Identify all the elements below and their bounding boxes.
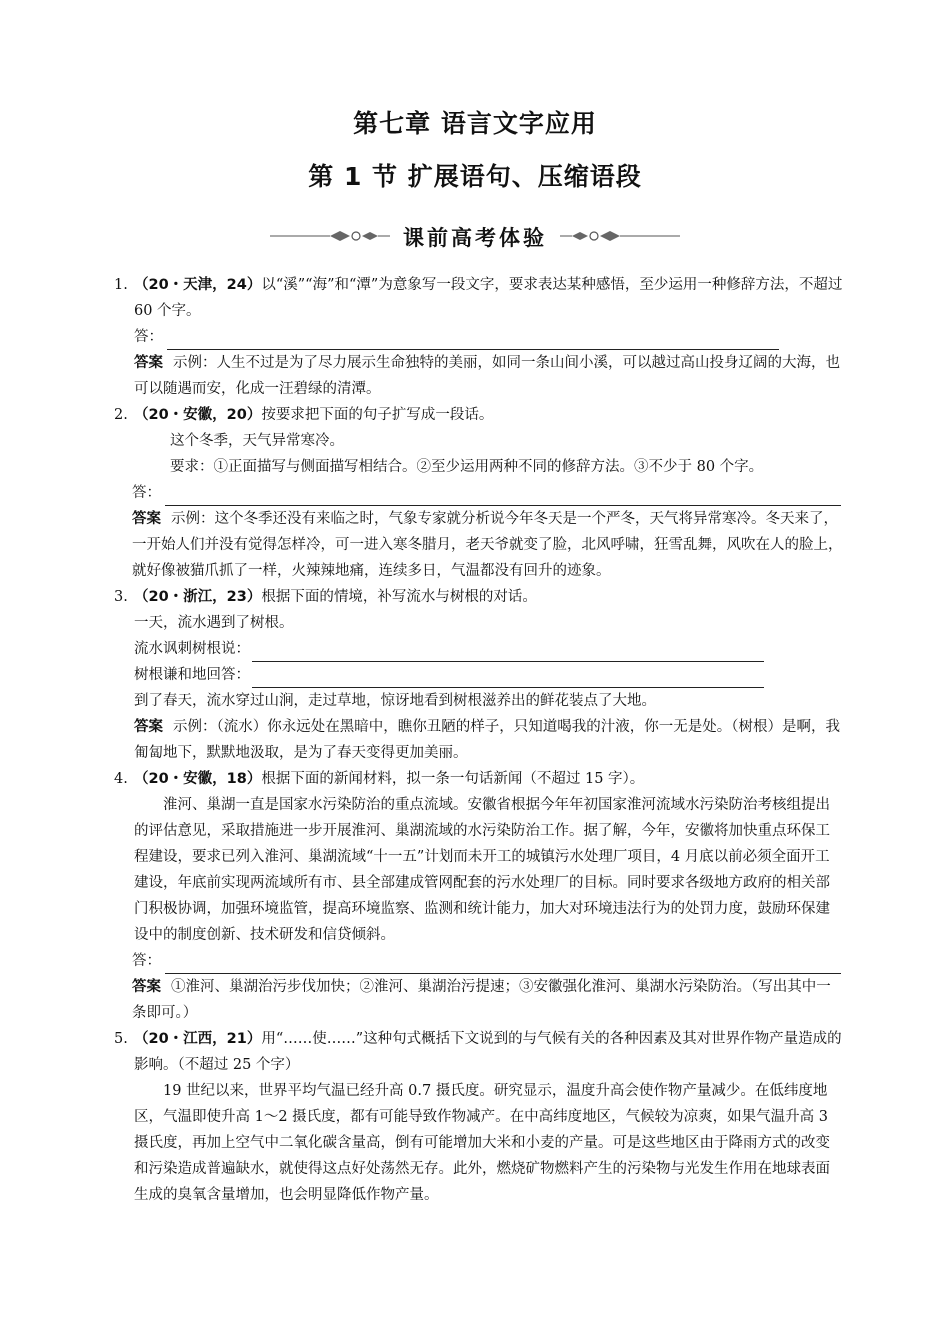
question-source: （20・江西，21） bbox=[134, 1031, 262, 1047]
question-number: 2. bbox=[114, 407, 128, 423]
question-source: （20・安徽，18） bbox=[134, 771, 262, 787]
dialogue-ending: 到了春天，流水穿过山涧，走过草地，惊讶地看到树根滋养出的鲜花装点了大地。 bbox=[134, 693, 656, 709]
answer-blank[interactable] bbox=[165, 488, 841, 506]
dialogue-speaker: 树根谦和地回答： bbox=[134, 667, 250, 683]
question-3 bbox=[114, 584, 844, 610]
answer-label: 答案 bbox=[134, 719, 163, 735]
question-1 bbox=[114, 272, 844, 324]
answer-label: 答案 bbox=[132, 979, 161, 995]
answer-block bbox=[114, 350, 844, 402]
answer-text: 示例：这个冬季还没有来临之时，气象专家就分析说今年冬天是一个严冬，天气将异常寒冷。冬天来了，一开始人们并没有觉得怎样冷，可一进入寒冬腊月，老天爷就变了脸，北风呼啸，狂雪乱舞，风吹在人的脸上，就好像被猫爪抓了一样，火辣辣地痛，连续多日，气温都没有回升的迹象。 bbox=[132, 511, 843, 579]
answer-block bbox=[114, 506, 844, 584]
question-prompt: 用“……使……”这种句式概括下文说到的与气候有关的各种因素及其对世界作物产量造成的影响。（不超过 25 个字） bbox=[134, 1031, 842, 1073]
dialogue-speaker: 流水讽刺树根说： bbox=[134, 641, 250, 657]
answer-prompt: 答： bbox=[132, 953, 161, 969]
answer-blank[interactable] bbox=[167, 332, 779, 350]
question-prompt: 根据下面的情境，补写流水与树根的对话。 bbox=[261, 589, 537, 605]
question-source: （20・浙江，23） bbox=[134, 589, 262, 605]
question-source: （20・天津，24） bbox=[134, 277, 262, 293]
answer-text: 示例：人生不过是为了尽力展示生命独特的美丽，如同一条山间小溪，可以越过高山投身辽阔的大海，也可以随遇而安，化成一汪碧绿的清潭。 bbox=[134, 355, 840, 397]
question-number: 3. bbox=[114, 589, 128, 605]
answer-prompt: 答： bbox=[134, 329, 163, 345]
question-number: 1. bbox=[114, 277, 128, 293]
news-material: 淮河、巢湖一直是国家水污染防治的重点流域。安徽省根据今年年初国家淮河流域水污染防治考核组提出的评估意见，采取措施进一步开展淮河、巢湖流域的水污染防治工作。据了解，今年，安徽将加快重点环保工程建设，要求已列入淮河、巢湖流域“十一五”计划而未开工的城镇污水处理厂项目，4 月底以前必须全面开工建设，年底前实现两流域所有市、县全部建成管网配套的污水处理厂的目标。同时要求各级地方政府的相关部门积极协调，加强环境监管，提高环境监察、监测和统计能力，加大对环境违法行为的处罚力度，鼓励环保建设中的制度创新、技术研发和信贷倾斜。 bbox=[134, 797, 830, 943]
question-number: 4. bbox=[114, 771, 128, 787]
question-sentence: 这个冬季，天气异常寒冷。 bbox=[170, 433, 344, 449]
question-4 bbox=[114, 766, 844, 792]
answer-block bbox=[114, 714, 844, 766]
answer-blank[interactable] bbox=[165, 956, 841, 974]
answer-line bbox=[114, 480, 844, 506]
dialogue-line-water bbox=[114, 636, 844, 662]
question-2 bbox=[114, 402, 844, 428]
question-source: （20・安徽，20） bbox=[134, 407, 262, 423]
section-title: 第 1 节 扩展语句、压缩语段 bbox=[308, 162, 642, 191]
banner-title: 课前高考体验 bbox=[403, 226, 547, 250]
answer-text: 示例：（流水）你永远处在黑暗中，瞧你丑陋的样子，只知道喝我的汁液，你一无是处。（树根）是啊，我匍匐地下，默默地汲取，是为了春天变得更加美丽。 bbox=[134, 719, 840, 761]
question-number: 5. bbox=[114, 1031, 128, 1047]
answer-text: ①淮河、巢湖治污步伐加快；②淮河、巢湖治污提速；③安徽强化淮河、巢湖水污染防治。（写出其中一条即可。） bbox=[132, 979, 831, 1021]
question-requirement: 要求：①正面描写与侧面描写相结合。②至少运用两种不同的修辞方法。③不少于 80 个字。 bbox=[170, 459, 764, 475]
answer-block bbox=[114, 974, 844, 1026]
chapter-title: 第七章 语言文字应用 bbox=[353, 109, 597, 138]
questions-content bbox=[114, 272, 844, 1208]
answer-prompt: 答： bbox=[132, 485, 161, 501]
answer-label: 答案 bbox=[132, 511, 161, 527]
answer-label: 答案 bbox=[134, 355, 163, 371]
answer-line bbox=[114, 948, 844, 974]
question-prompt: 按要求把下面的句子扩写成一段话。 bbox=[261, 407, 494, 423]
dialogue-intro: 一天，流水遇到了树根。 bbox=[134, 615, 294, 631]
question-5 bbox=[114, 1026, 844, 1078]
climate-material: 19 世纪以来，世界平均气温已经升高 0.7 摄氏度。研究显示，温度升高会使作物产量减少。在低纬度地区，气温即使升高 1～2 摄氏度，都有可能导致作物减产。在中高纬度地区，气候较为凉爽，如果气温升高 3 摄氏度，再加上空气中二氧化碳含量高，倒有可能增加大米和小麦的产量。可是这些地区由于降雨方式的改变和污染造成普遍缺水，就使得这点好处荡然无存。此外，燃烧矿物燃料产生的污染物与光发生作用在地球表面生成的臭氧含量增加，也会明显降低作物产量。 bbox=[134, 1083, 830, 1203]
dialogue-blank[interactable] bbox=[252, 670, 764, 688]
answer-line bbox=[114, 324, 844, 350]
question-prompt: 以“溪”“海”和“潭”为意象写一段文字，要求表达某种感悟，至少运用一种修辞方法，不超过 60 个字。 bbox=[134, 277, 843, 319]
question-prompt: 根据下面的新闻材料，拟一条一句话新闻（不超过 15 字）。 bbox=[261, 771, 645, 787]
dialogue-line-root bbox=[114, 662, 844, 688]
dialogue-blank[interactable] bbox=[252, 644, 764, 662]
